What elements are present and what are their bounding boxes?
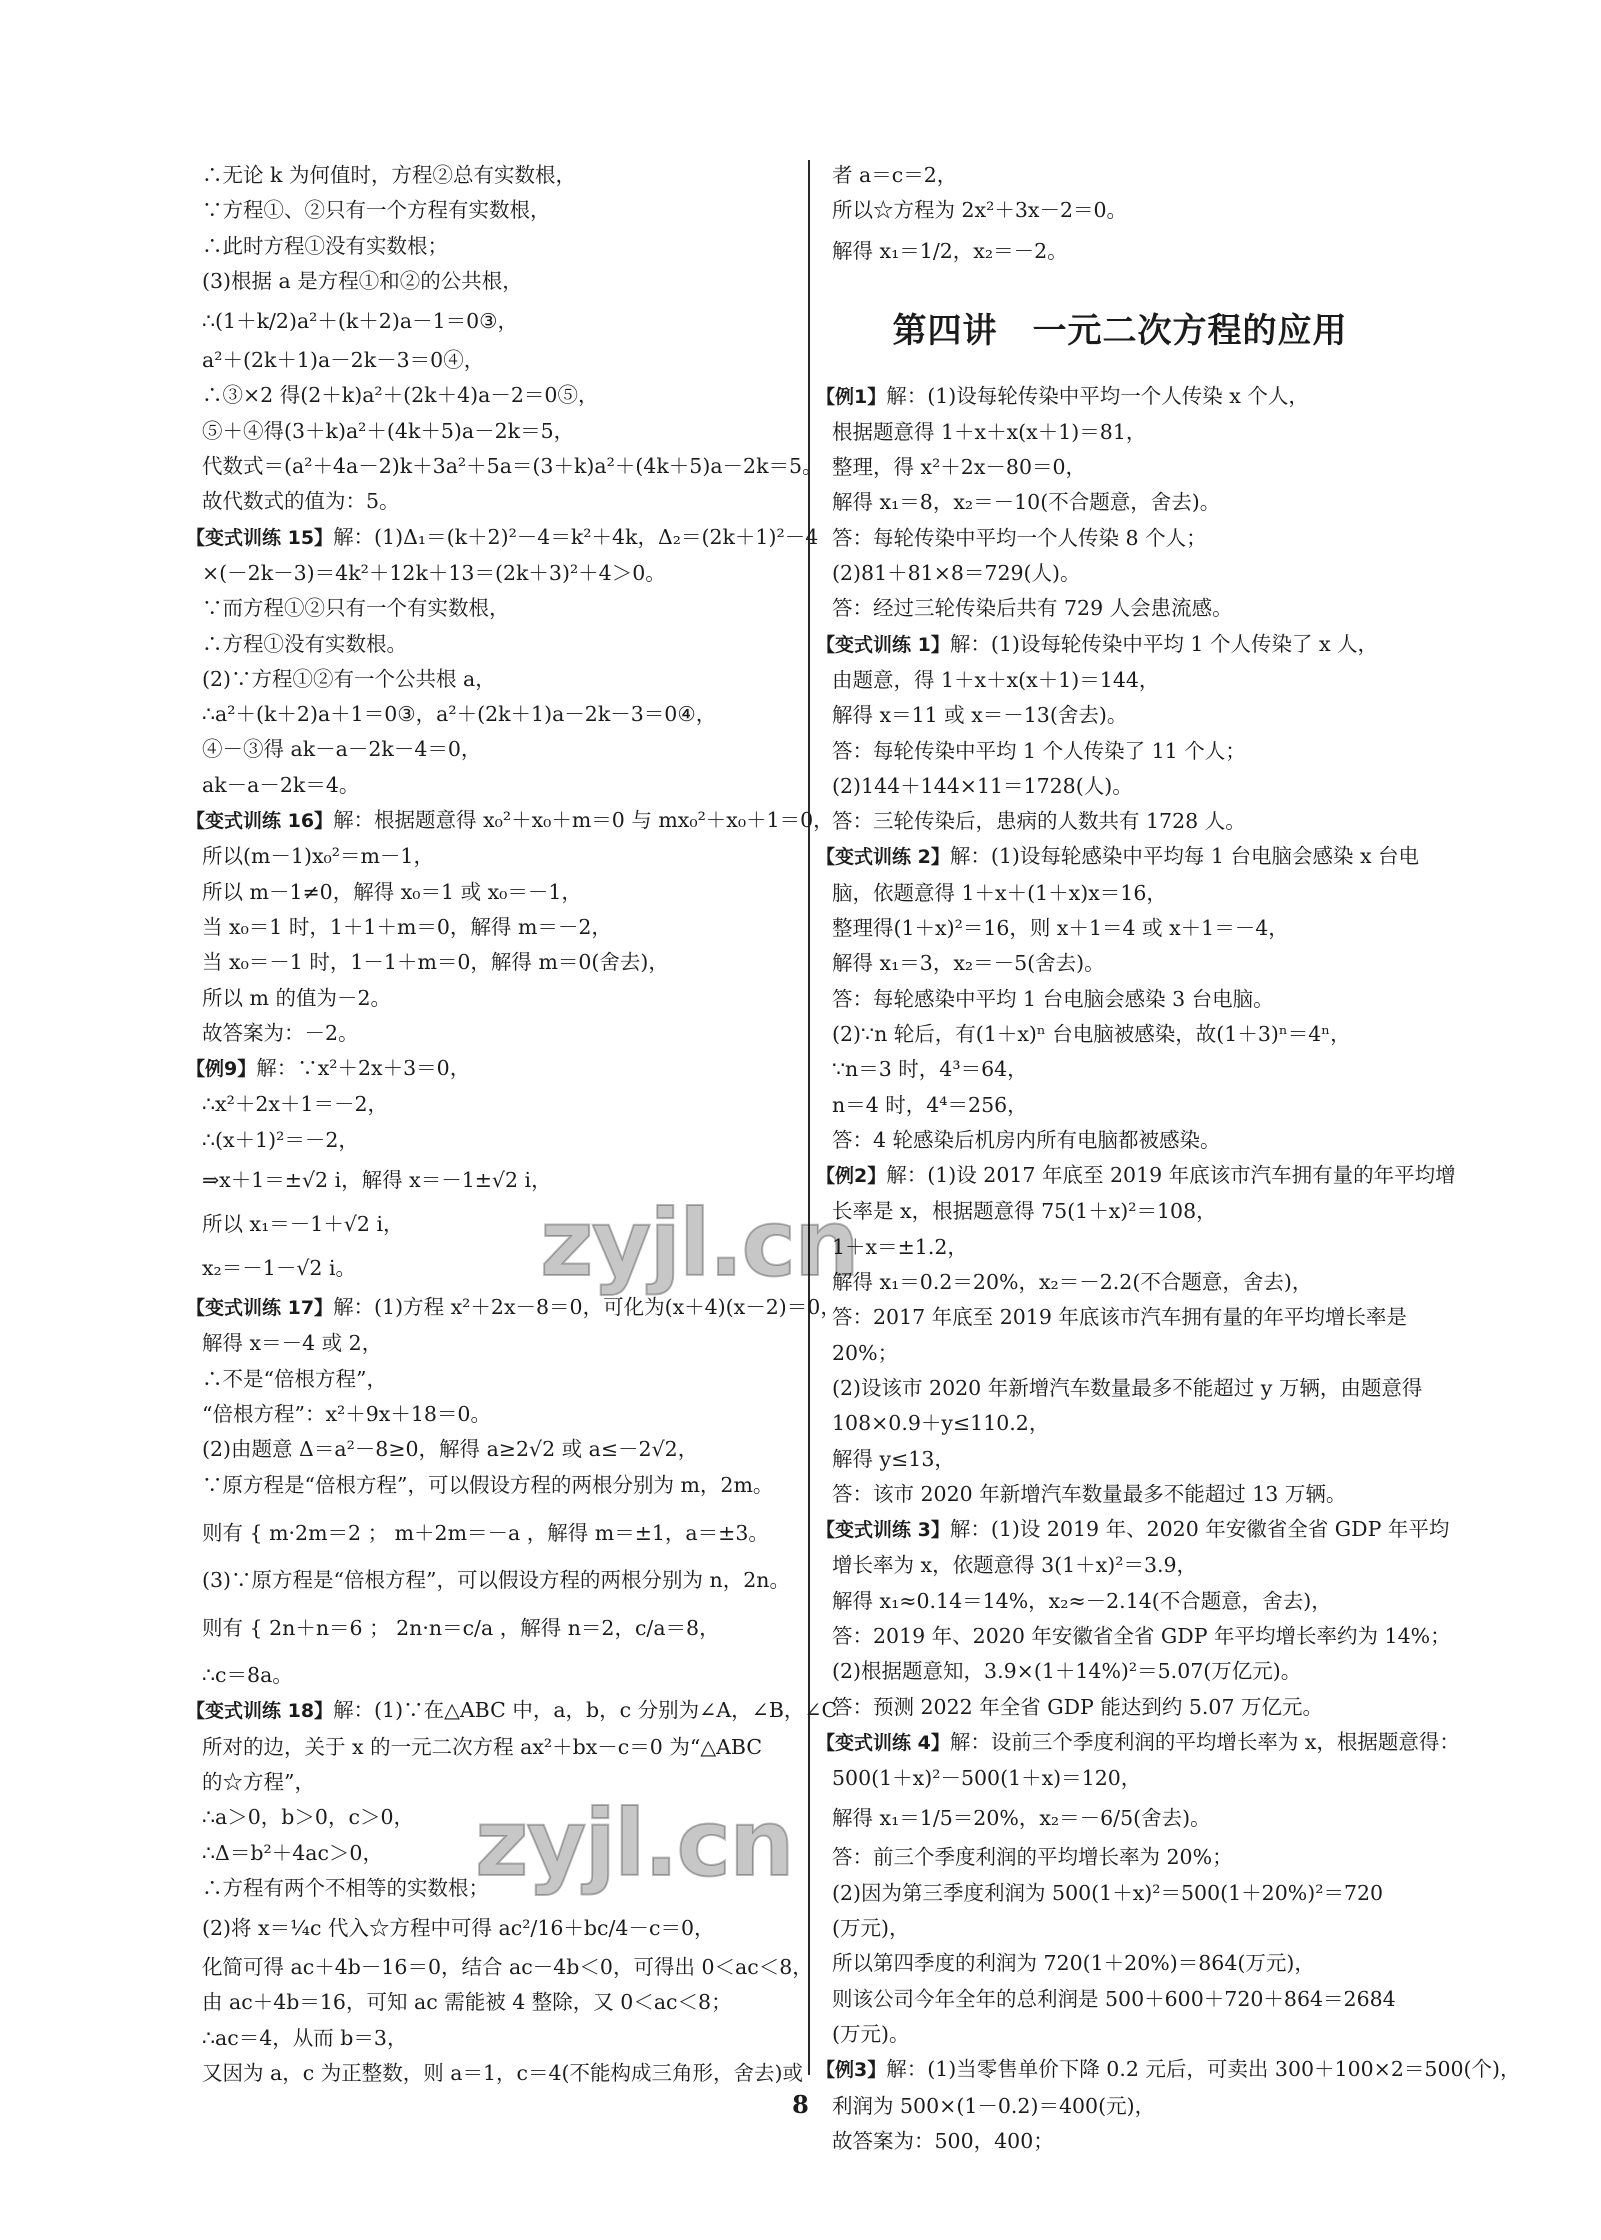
page-number: 8	[792, 2090, 809, 2119]
line-text: 答：三轮传染后，患病的人数共有 1728 人。	[832, 809, 1246, 834]
line-text: 解：根据题意得 x₀²＋x₀＋m＝0 与 mx₀²＋x₀＋1＝0，	[333, 808, 834, 833]
text-line	[822, 1619, 1451, 1654]
exercise-label: 【变式训练 18】	[186, 1700, 334, 1723]
text-line	[822, 450, 1418, 485]
text-line	[822, 1840, 1418, 1875]
text-line	[192, 229, 792, 264]
line-text: 108×0.9＋y≤110.2，	[832, 1411, 1050, 1436]
text-line	[192, 299, 792, 343]
text-line	[822, 1477, 1418, 1512]
line-text: 解得 x₁＝8，x₂＝－10(不合题意，舍去)。	[832, 490, 1221, 515]
text-line	[822, 1265, 1418, 1300]
exercise-label: 【例3】	[816, 2059, 887, 2082]
line-text: 解得 x₁＝0.2＝20%，x₂＝－2.2(不合题意，舍去)，	[832, 1270, 1313, 1295]
line-text: 故答案为：500，400；	[832, 2128, 1054, 2153]
text-line	[822, 804, 1418, 839]
section-title: 第四讲 一元二次方程的应用	[892, 310, 1348, 351]
line-text: 解：(1)设每轮传染中平均 1 个人传染了 x 人，	[949, 631, 1379, 656]
text-line	[822, 591, 1418, 626]
answer-heading-line	[816, 379, 1418, 415]
line-text: 由 ac＋4b＝16，可知 ac 需能被 4 整除，又 0＜ac＜8；	[202, 1990, 732, 2015]
text-line	[822, 2017, 1418, 2052]
line-text: 1＋x＝±1.2，	[832, 1234, 968, 1259]
exercise-label: 【变式训练 2】	[816, 846, 950, 869]
line-text: 当 x₀＝1 时，1＋1＋m＝0，解得 m＝－2，	[202, 914, 612, 939]
line-text: ∵而方程①②只有一个有实数根，	[202, 596, 510, 621]
text-line	[192, 1468, 792, 1503]
line-text: 20%；	[832, 1340, 899, 1365]
left-column	[186, 158, 841, 2091]
line-text: 所以(m－1)x₀²＝m－1，	[202, 844, 434, 869]
line-text: ∴x²＋2x＋1＝－2，	[202, 1092, 389, 1117]
text-line	[192, 1906, 792, 1950]
text-line	[192, 449, 823, 484]
line-text: 者 a＝c＝2，	[832, 163, 958, 187]
text-line	[192, 1730, 792, 1765]
line-text: 解：设前三个季度利润的平均增长率为 x，根据题意得：	[949, 1729, 1460, 1754]
line-text: a²＋(2k＋1)a－2k－3＝0④，	[202, 348, 485, 373]
text-line	[192, 2021, 792, 2056]
right-column-continuation	[822, 158, 1418, 273]
text-line	[192, 1563, 792, 1598]
line-text: ∴此时方程①没有实数根；	[202, 233, 448, 258]
text-line	[192, 484, 792, 519]
line-text: 解：∵x²＋2x＋3＝0，	[256, 1056, 471, 1081]
text-line	[192, 910, 792, 945]
text-line	[822, 485, 1418, 520]
exercise-label: 【例2】	[816, 1165, 887, 1188]
line-text: 答：4 轮感染后机房内所有电脑都被感染。	[832, 1127, 1221, 1152]
text-line	[822, 946, 1418, 981]
text-line	[822, 158, 1418, 193]
line-text: ∴Δ＝b²＋4ac＞0，	[202, 1840, 383, 1865]
text-line	[192, 875, 792, 910]
exercise-label: 【变式训练 3】	[816, 1519, 950, 1542]
line-text: (2)81＋81×8＝729(人)。	[832, 561, 1081, 586]
line-text: ak－a－2k＝4。	[202, 772, 360, 797]
text-line	[192, 1985, 792, 2020]
text-line	[822, 415, 1418, 450]
line-text: 解得 x₁≈0.14＝14%，x₂≈－2.14(不合题意，舍去)，	[832, 1588, 1332, 1613]
line-text: (万元)，	[832, 1916, 910, 1941]
answer-heading-line	[186, 520, 819, 556]
line-text: 答：经过三轮传染后共有 729 人会患流感。	[832, 596, 1233, 621]
answer-heading-line	[816, 1158, 1456, 1194]
text-line	[192, 627, 792, 662]
line-text: 解得 y≤13，	[832, 1446, 955, 1471]
line-text: ④－③得 ak－a－2k－4＝0，	[202, 737, 482, 762]
line-text: 解：(1)设 2019 年、2020 年安徽省全省 GDP 年平均	[949, 1517, 1450, 1542]
line-text: 解：(1)方程 x²＋2x－8＝0，可化为(x＋4)(x－2)＝0，	[333, 1295, 841, 1320]
text-line	[822, 1876, 1418, 1911]
line-text: 答：2019 年、2020 年安徽省全省 GDP 年平均增长率约为 14%；	[832, 1623, 1451, 1648]
line-text: ∴方程有两个不相等的实数根；	[202, 1875, 489, 1900]
text-line	[822, 2124, 1418, 2159]
line-text: 所以 m 的值为－2。	[202, 985, 392, 1010]
line-text: 当 x₀＝－1 时，1－1＋m＝0，解得 m＝0(舍去)，	[202, 950, 669, 975]
text-line	[192, 981, 792, 1016]
line-text: 则该公司今年全年的总利润是 500＋600＋720＋864＝2684	[832, 1986, 1396, 2011]
line-text: 脑，依题意得 1＋x＋(1＋x)x＝16，	[832, 880, 1167, 905]
text-line	[822, 193, 1418, 228]
line-text: ∴无论 k 为何值时，方程②总有实数根，	[202, 163, 576, 187]
text-line	[192, 1871, 792, 1906]
text-line	[822, 1300, 1418, 1335]
exercise-label: 【例1】	[816, 385, 887, 408]
text-line	[822, 663, 1418, 698]
line-text: 答：2017 年底至 2019 年底该市汽车拥有量的年平均增长率是	[832, 1305, 1407, 1330]
text-line	[192, 1836, 792, 1871]
text-line	[822, 1017, 1418, 1052]
line-text: 所对的边，关于 x 的一元二次方程 ax²＋bx－c＝0 为“△ABC	[202, 1734, 763, 1759]
line-text: (2)∵n 轮后，有(1＋x)ⁿ 台电脑被感染，故(1＋3)ⁿ＝4ⁿ，	[832, 1021, 1351, 1046]
line-text: ∵原方程是“倍根方程”，可以假设方程的两根分别为 m，2m。	[202, 1472, 774, 1497]
line-text: ⑤＋④得(3＋k)a²＋(4k＋5)a－2k＝5，	[202, 418, 575, 443]
text-line	[192, 1016, 792, 1051]
text-line	[822, 1982, 1418, 2017]
text-line	[822, 229, 1418, 273]
text-line	[192, 1800, 792, 1835]
text-line	[822, 1371, 1423, 1406]
text-line	[192, 1362, 792, 1397]
text-line	[822, 1946, 1418, 1981]
watermark: zyjl.cn	[475, 1790, 793, 1897]
text-line	[192, 343, 792, 378]
line-text: (2)144＋144×11＝1728(人)。	[832, 773, 1133, 798]
line-text: ×(－2k－3)＝4k²＋12k＋13＝(2k＋3)²＋4＞0。	[202, 560, 666, 585]
text-line	[822, 734, 1418, 769]
line-text: 整理，得 x²＋2x－80＝0，	[832, 455, 1087, 480]
text-line	[822, 1761, 1418, 1796]
text-line	[822, 1442, 1418, 1477]
line-text: 化简可得 ac＋4b－16＝0，结合 ac－4b＜0，可得出 0＜ac＜8，	[202, 1955, 813, 1980]
line-text: ∵n＝3 时，4³＝64，	[832, 1057, 1028, 1082]
line-text: (3)根据 a 是方程①和②的公共根，	[202, 268, 523, 293]
line-text: 由题意，得 1＋x＋x(x＋1)＝144，	[832, 667, 1160, 692]
watermark: zyjl.cn	[540, 1190, 858, 1297]
line-text: ∴③×2 得(2＋k)a²＋(2k＋4)a－2＝0⑤，	[202, 383, 599, 408]
text-line	[822, 1406, 1418, 1441]
line-text: ∴方程①没有实数根。	[202, 631, 407, 656]
text-line	[822, 1088, 1418, 1123]
line-text: (2)由题意 Δ＝a²－8≥0，解得 a≥2√2 或 a≤－2√2，	[202, 1437, 699, 1462]
line-text: 根据题意得 1＋x＋x(x＋1)＝81，	[832, 419, 1147, 444]
answer-heading-line	[816, 627, 1418, 663]
text-line	[192, 193, 792, 228]
text-line	[192, 556, 792, 591]
answer-heading-line	[816, 1725, 1460, 1761]
line-text: 整理得(1＋x)²＝16，则 x＋1＝4 或 x＋1＝－4，	[832, 916, 1289, 941]
line-text: (3)∵原方程是“倍根方程”，可以假设方程的两根分别为 n，2n。	[202, 1567, 790, 1592]
line-text: (2)∵方程①②有一个公共根 a，	[202, 666, 496, 691]
line-text: 所以第四季度的利润为 720(1＋20%)＝864(万元)，	[832, 1951, 1315, 1976]
text-line	[822, 1796, 1418, 1840]
text-line	[822, 769, 1418, 804]
text-line	[192, 732, 792, 767]
text-line	[192, 1432, 792, 1467]
text-line	[192, 1326, 792, 1361]
line-text: 答：每轮传染中平均一个人传染 8 个人；	[832, 525, 1207, 550]
text-line	[192, 1158, 792, 1202]
text-line	[192, 1246, 792, 1290]
line-text: 解：(1)∵在△ABC 中，a，b，c 分别为∠A，∠B，∠C	[333, 1698, 838, 1723]
text-line	[822, 1690, 1418, 1725]
text-line	[192, 1658, 792, 1693]
line-text: 解：(1)设每轮感染中平均每 1 台电脑会感染 x 台电	[949, 844, 1420, 869]
line-text: x₂＝－1－√2 i。	[202, 1256, 356, 1281]
line-text: (万元)。	[832, 2021, 910, 2046]
line-text: 解得 x₁＝1/5＝20%，x₂＝－6/5(舍去)。	[832, 1806, 1211, 1831]
line-text: 所以 m－1≠0，解得 x₀＝1 或 x₀＝－1，	[202, 879, 582, 904]
text-line	[822, 1548, 1418, 1583]
text-line	[192, 662, 792, 697]
exercise-label: 【变式训练 1】	[816, 633, 950, 656]
line-text: 解得 x＝11 或 x＝－13(舍去)。	[832, 703, 1128, 728]
text-line	[192, 839, 792, 874]
line-text: 故答案为：－2。	[202, 1020, 359, 1045]
text-line	[822, 1584, 1418, 1619]
answer-heading-line	[186, 1290, 841, 1326]
line-text: 又因为 a，c 为正整数，则 a＝1，c＝4(不能构成三角形，舍去)或	[202, 2061, 804, 2086]
text-line	[822, 911, 1418, 946]
answer-heading-line	[816, 1512, 1450, 1548]
exercise-label: 【变式训练 4】	[816, 1731, 950, 1754]
text-line	[192, 1397, 792, 1432]
line-text: ∴a＞0，b＞0，c＞0，	[202, 1805, 414, 1830]
text-line	[192, 1765, 792, 1800]
text-line	[192, 1087, 792, 1122]
line-text: 故代数式的值为：5。	[202, 489, 400, 514]
text-line	[822, 521, 1418, 556]
line-text: 答：每轮感染中平均 1 台电脑会感染 3 台电脑。	[832, 986, 1274, 1011]
text-line	[192, 1950, 813, 1985]
line-text: 的☆方程”，	[202, 1769, 315, 1794]
text-line	[822, 1123, 1418, 1158]
column-divider	[808, 160, 810, 2075]
line-text: ∴a²＋(k＋2)a＋1＝0③，a²＋(2k＋1)a－2k－3＝0④，	[202, 702, 717, 727]
answer-heading-line	[816, 839, 1420, 875]
answer-heading-line	[186, 803, 834, 839]
line-text: 500(1＋x)²－500(1＋x)＝120，	[832, 1766, 1142, 1791]
line-text: (2)将 x＝¼c 代入☆方程中可得 ac²/16＋bc/4－c＝0，	[202, 1916, 715, 1941]
line-text: 所以 x₁＝－1＋√2 i，	[202, 1212, 404, 1237]
text-line	[822, 1194, 1418, 1229]
line-text: ∵方程①、②只有一个方程有实数根，	[202, 198, 551, 223]
text-line	[822, 876, 1418, 911]
line-text: 解得 x＝－4 或 2，	[202, 1331, 383, 1356]
answer-heading-line	[816, 2052, 1521, 2088]
text-line	[192, 1123, 792, 1158]
text-line	[192, 1202, 792, 1246]
exercise-label: 【变式训练 16】	[186, 810, 334, 833]
text-line	[192, 768, 792, 803]
line-text: ∴c＝8a。	[202, 1663, 293, 1688]
line-text: 解：(1)设每轮传染中平均一个人传染 x 个人，	[886, 383, 1309, 408]
line-text: 解：(1)设 2017 年底至 2019 年底该市汽车拥有量的年平均增	[886, 1163, 1456, 1188]
text-line	[822, 698, 1418, 733]
line-text: 则有 { 2n＋n＝6 ； 2n·n＝c/a ，解得 n＝2，c/a＝8，	[202, 1616, 720, 1641]
line-text: 长率是 x，根据题意得 75(1＋x)²＝108，	[832, 1199, 1217, 1224]
exercise-label: 【变式训练 17】	[186, 1297, 334, 1320]
line-text: ∴不是“倍根方程”，	[202, 1366, 387, 1391]
line-text: ∴ac＝4，从而 b＝3，	[202, 2025, 408, 2050]
line-text: 则有 { m·2m＝2 ； m＋2m＝－a ，解得 m＝±1，a＝±3。	[202, 1520, 769, 1545]
line-text: 答：前三个季度利润的平均增长率为 20%；	[832, 1845, 1233, 1870]
line-text: 答：每轮传染中平均 1 个人传染了 11 个人；	[832, 738, 1246, 763]
line-text: 利润为 500×(1－0.2)＝400(元)，	[832, 2093, 1156, 2118]
line-text: 代数式＝(a²＋4a－2)k＋3a²＋5a＝(3＋k)a²＋(4k＋5)a－2k＝5。	[202, 454, 823, 479]
right-column-body	[816, 379, 1521, 2160]
text-line	[822, 1911, 1418, 1946]
text-line	[192, 2056, 804, 2091]
line-text: 答：预测 2022 年全省 GDP 能达到约 5.07 万亿元。	[832, 1694, 1324, 1719]
line-text: (2)设该市 2020 年新增汽车数量最多不能超过 y 万辆，由题意得	[832, 1375, 1423, 1400]
line-text: 所以☆方程为 2x²＋3x－2＝0。	[832, 198, 1128, 223]
text-line	[822, 1230, 1418, 1265]
answer-heading-line	[186, 1693, 838, 1729]
line-text: (2)根据题意知，3.9×(1＋14%)²＝5.07(万亿元)。	[832, 1659, 1302, 1684]
text-line	[192, 1503, 792, 1563]
text-line	[192, 945, 792, 980]
text-line	[822, 1336, 1418, 1371]
line-text: (2)因为第三季度利润为 500(1＋x)²＝500(1＋20%)²＝720	[832, 1880, 1384, 1905]
text-line	[822, 1052, 1418, 1087]
line-text: 解得 x₁＝1/2，x₂＝－2。	[832, 238, 1068, 263]
exercise-label: 【变式训练 15】	[186, 526, 334, 549]
text-line	[192, 591, 792, 626]
line-text: n＝4 时，4⁴＝256，	[832, 1092, 1028, 1117]
text-line	[822, 1654, 1418, 1689]
text-line	[192, 158, 792, 193]
line-text: 解得 x₁＝3，x₂＝－5(舍去)。	[832, 951, 1105, 976]
line-text: 答：该市 2020 年新增汽车数量最多不能超过 13 万辆。	[832, 1481, 1347, 1506]
text-line	[192, 697, 792, 732]
line-text: 解：(1)当零售单价下降 0.2 元后，可卖出 300＋100×2＝500(个)，	[886, 2057, 1521, 2082]
text-line	[192, 414, 792, 449]
line-text: ∴(1＋k/2)a²＋(k＋2)a－1＝0③，	[202, 309, 519, 334]
text-line	[822, 982, 1418, 1017]
answer-heading-line	[186, 1051, 792, 1087]
line-text: ⇒x＋1＝±√2 i，解得 x＝－1±√2 i，	[202, 1168, 552, 1193]
exercise-label: 【例9】	[186, 1058, 257, 1081]
text-line	[192, 1598, 792, 1658]
text-line	[192, 264, 792, 299]
line-text: ∴(x＋1)²＝－2，	[202, 1127, 359, 1152]
right-column	[816, 158, 1521, 2159]
text-line	[192, 378, 792, 413]
line-text: 增长率为 x，依题意得 3(1＋x)²＝3.9，	[832, 1553, 1198, 1578]
line-text: 解：(1)Δ₁＝(k＋2)²－4＝k²＋4k，Δ₂＝(2k＋1)²－4	[333, 524, 819, 549]
text-line	[822, 556, 1418, 591]
line-text: “倍根方程”：x²＋9x＋18＝0。	[202, 1401, 491, 1426]
